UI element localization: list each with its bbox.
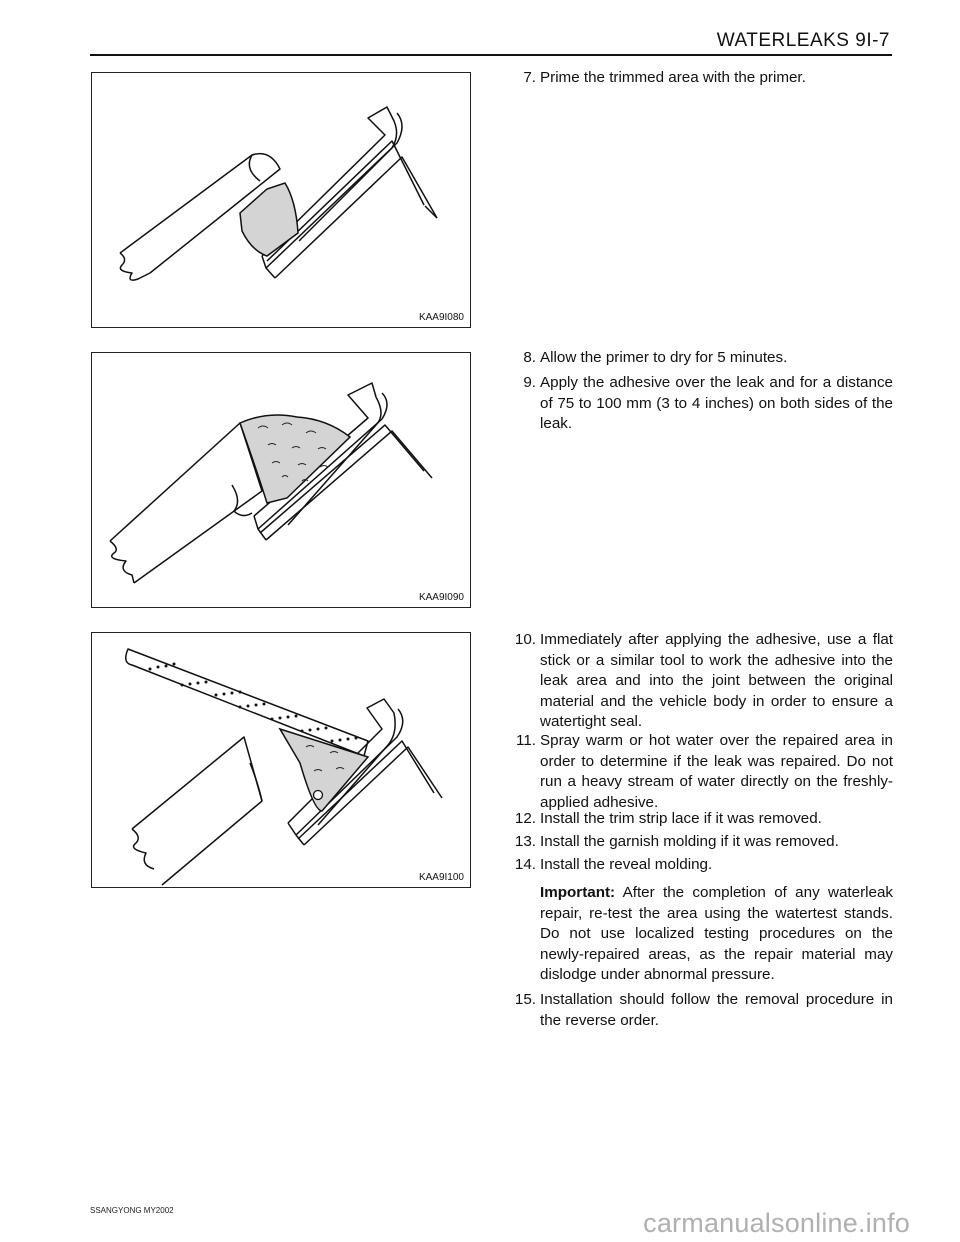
step-9 [503, 373, 893, 435]
figure-code: KAA9I090 [418, 592, 464, 603]
step-number: 10. [514, 631, 536, 648]
step-number: 8. [523, 349, 536, 366]
figure-prime-trimmed-area [91, 72, 471, 328]
illustration-primer-applied [92, 73, 472, 329]
step-12 [503, 809, 893, 830]
step-text: Installation should follow the removal procedure in the reverse order. [540, 991, 893, 1029]
illustration-adhesive-worked-into-joint [92, 633, 472, 889]
important-note [540, 883, 893, 986]
footer-model: SSANGYONG MY2002 [90, 1206, 174, 1215]
step-number: 11. [516, 732, 536, 749]
step-number: 15. [514, 991, 536, 1008]
step-text: Immediately after applying the adhesive, use a flat stick or a similar tool to work the adhesive into the leak area and into the joint between the original material and the vehicle body in order to ensure a watertight seal. [540, 631, 893, 731]
step-8 [503, 348, 893, 369]
figure-apply-adhesive [91, 352, 471, 608]
step-13 [503, 832, 893, 853]
step-14 [503, 855, 893, 876]
illustration-adhesive-applied [92, 353, 472, 609]
figure-code: KAA9I100 [418, 872, 464, 883]
step-number: 9. [523, 374, 536, 391]
step-number: 13. [514, 833, 536, 850]
step-11 [503, 731, 893, 813]
figure-code: KAA9I080 [418, 312, 464, 323]
watermark: carmanualsonline.info [643, 1208, 910, 1238]
step-10 [503, 630, 893, 733]
step-text: Install the reveal molding. [540, 856, 713, 873]
step-number: 14. [514, 856, 536, 873]
figure-work-adhesive [91, 632, 471, 888]
step-7 [503, 68, 893, 89]
step-15 [503, 990, 893, 1031]
header-rule [90, 54, 892, 56]
step-text: Install the garnish molding if it was removed. [540, 833, 839, 850]
adhesive-bead [240, 415, 350, 503]
step-text: Spray warm or hot water over the repaired area in order to determine if the leak was repaired. Do not run a heavy stream of water directly on the freshly-applied adhesive. [540, 732, 893, 811]
adhesive-worked-area [280, 729, 368, 811]
page-header-title: WATERLEAKS 9I-7 [716, 30, 890, 51]
step-number: 7. [523, 69, 536, 86]
step-number: 12. [514, 810, 536, 827]
step-text: Apply the adhesive over the leak and for a distance of 75 to 100 mm (3 to 4 inches) on both sides of the leak. [540, 374, 893, 433]
step-text: Prime the trimmed area with the primer. [540, 69, 806, 86]
step-text: Allow the primer to dry for 5 minutes. [540, 349, 788, 366]
step-text: Install the trim strip lace if it was removed. [540, 810, 822, 827]
important-label: Important: [540, 884, 616, 901]
important-text: After the completion of any waterleak repair, re-test the area using the watertest stands. Do not use localized testing procedures on the newly-repaired areas, as the repair material may dislodge under abnormal pressure. [540, 884, 893, 984]
